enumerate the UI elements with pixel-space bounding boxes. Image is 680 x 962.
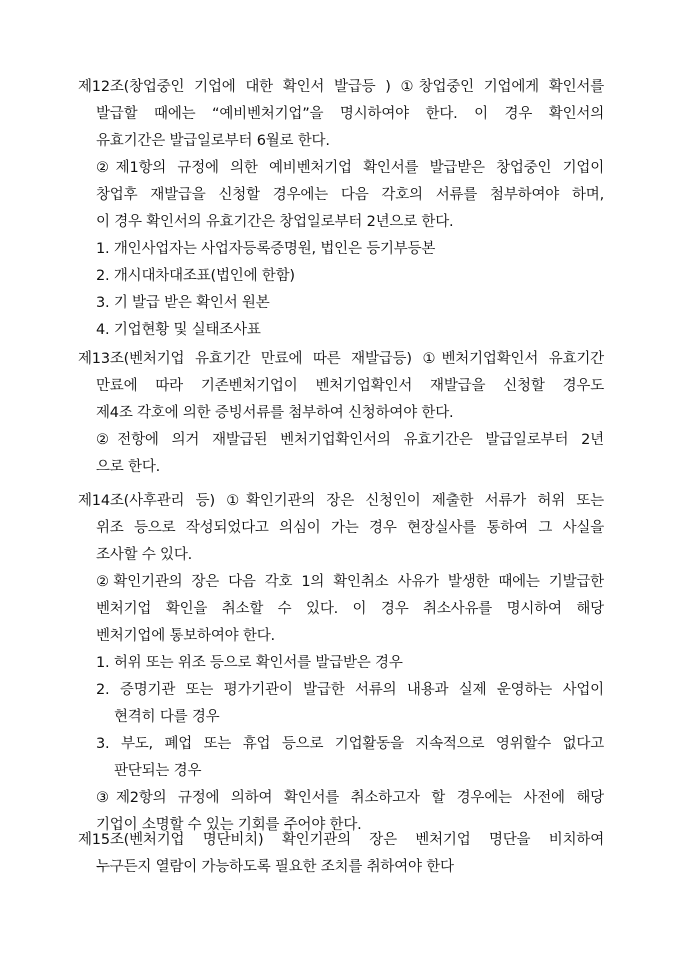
article-14-list-item-cont: 판단되는 경우 xyxy=(114,763,202,779)
article-14-line: 위조 등으로 작성되었다고 의심이 가는 경우 현장실사를 통하여 그 사실을 xyxy=(96,520,604,536)
article-13-heading-line: 제13조(벤처기업 유효기간 만료에 따른 재발급등) ①벤처기업확인서 유효기간 xyxy=(78,351,604,367)
article-12-line: 유효기간은 발급일로부터 6월로 한다. xyxy=(96,133,330,149)
article-14-paragraph-2: ②확인기관의 장은 다음 각호 1의 확인취소 사유가 발생한 때에는 기발급한 xyxy=(96,574,604,590)
article-12-line: 이 경우 확인서의 유효기간은 창업일로부터 2년으로 한다. xyxy=(96,214,454,230)
article-12-list-item: 3. 기 발급 받은 확인서 원본 xyxy=(96,295,270,311)
article-12-list-item: 1. 개인사업자는 사업자등록증명원, 법인은 등기부등본 xyxy=(96,241,436,257)
article-12-list-item: 4. 기업현황 및 실태조사표 xyxy=(96,322,261,338)
article-12-list-item: 2. 개시대차대조표(법인에 한함) xyxy=(96,268,295,284)
article-12 xyxy=(78,74,604,344)
article-12-heading-line: 제12조(창업중인 기업에 대한 확인서 발급등 ) ①창업중인 기업에게 확인서를 xyxy=(78,79,604,95)
article-13-line: 만료에 따라 기존벤처기업이 벤처기업확인서 재발급을 신청할 경우도 xyxy=(96,378,604,394)
article-13 xyxy=(78,346,604,481)
article-13-paragraph-2: ②전항에 의거 재발급된 벤처기업확인서의 유효기간은 발급일로부터 2년 xyxy=(96,432,604,448)
article-12-line: 창업후 재발급을 신청할 경우에는 다음 각호의 서류를 첨부하여야 하며, xyxy=(96,187,604,203)
article-12-paragraph-2: ②제1항의 규정에 의한 예비벤처기업 확인서를 발급받은 창업중인 기업이 xyxy=(96,160,604,176)
article-12-line: 발급할 때에는 “예비벤처기업”을 명시하여야 한다. 이 경우 확인서의 xyxy=(96,106,604,122)
article-14-line: 벤처기업에 통보하여야 한다. xyxy=(96,628,275,644)
article-14-line: 조사할 수 있다. xyxy=(96,547,193,563)
article-14-heading-line: 제14조(사후관리 등) ①확인기관의 장은 신청인이 제출한 서류가 허위 또는 xyxy=(78,493,604,509)
article-14-list-item: 3. 부도, 폐업 또는 휴업 등으로 기업활동을 지속적으로 영위할수 없다고 xyxy=(96,736,604,752)
article-14-line: 기업이 소명할 수 있는 기회를 주어야 한다. xyxy=(96,817,362,833)
article-14-list-item: 2. 증명기관 또는 평가기관이 발급한 서류의 내용과 실제 운영하는 사업이 xyxy=(96,682,604,698)
article-13-line: 제4조 각호에 의한 증빙서류를 첨부하여 신청하여야 한다. xyxy=(96,405,454,421)
article-15-heading-line: 제15조(벤처기업 명단비치) 확인기관의 장은 벤처기업 명단을 비치하여 xyxy=(78,832,604,848)
article-14-line: 벤처기업 확인을 취소할 수 있다. 이 경우 취소사유를 명시하여 해당 xyxy=(96,601,604,617)
article-13-line: 으로 한다. xyxy=(96,459,161,475)
article-14-paragraph-3: ③제2항의 규정에 의하여 확인서를 취소하고자 할 경우에는 사전에 해당 xyxy=(96,790,604,806)
article-15-line: 누구든지 열람이 가능하도록 필요한 조치를 취하여야 한다 xyxy=(96,859,454,875)
article-15 xyxy=(78,827,604,881)
article-14-list-item-cont: 현격히 다를 경우 xyxy=(114,709,220,725)
article-14 xyxy=(78,488,604,839)
article-14-list-item: 1. 허위 또는 위조 등으로 확인서를 발급받은 경우 xyxy=(96,655,403,671)
